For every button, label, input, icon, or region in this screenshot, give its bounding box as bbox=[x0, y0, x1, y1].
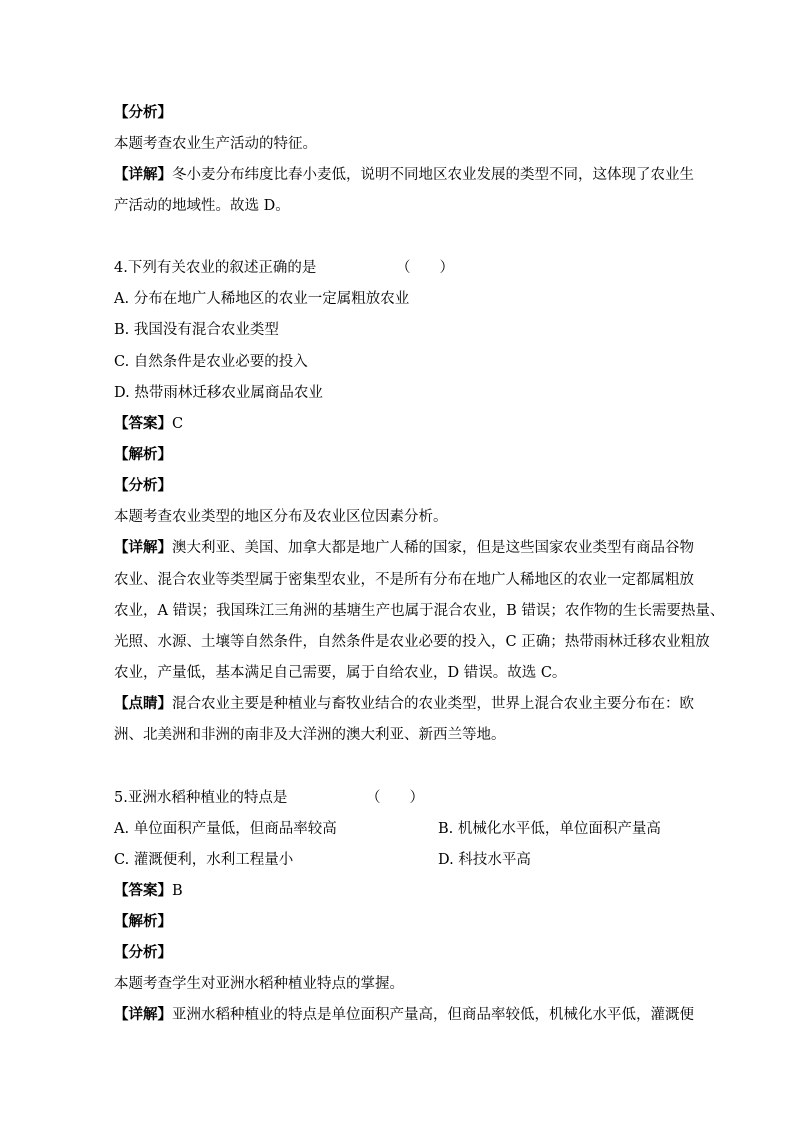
q4-xiangjie-line-3: 农业，A 错误；我国珠江三角洲的基塘生产也属于混合农业，B 错误；农作物的生长需要热量、 bbox=[114, 603, 725, 619]
q4-xiangjie-line-1: 【详解】澳大利亚、美国、加拿大都是地广人稀的国家，但是这些国家农业类型有商品谷物 bbox=[114, 539, 694, 556]
q4-xiangjie-line-2: 农业、混合农业等类型属于密集型农业，不是所有分布在地广人稀地区的农业一定都属粗放 bbox=[114, 572, 694, 588]
q5-xiangjie-label: 【详解】 bbox=[114, 1006, 172, 1023]
q4-option-a: A. 分布在地广人稀地区的农业一定属粗放农业 bbox=[114, 291, 410, 307]
q5-jiexi-heading: 【解析】 bbox=[114, 913, 172, 930]
q4-dianjing-line-1: 【点睛】混合农业主要是种植业与畜牧业结合的农业类型，世界上混合农业主要分布在：欧 bbox=[114, 695, 694, 712]
q5-option-a: A. 单位面积产量低，但商品率较高 bbox=[114, 821, 337, 837]
q4-option-d: D. 热带雨林迁移农业属商品农业 bbox=[114, 385, 323, 401]
q3-fenxi-text: 本题考查农业生产活动的特征。 bbox=[114, 136, 317, 152]
q4-option-c: C. 自然条件是农业必要的投入 bbox=[114, 354, 308, 370]
q4-answer: 【答案】C bbox=[114, 415, 184, 432]
q3-fenxi-heading: 【分析】 bbox=[114, 104, 172, 121]
q4-xiangjie-line-4: 光照、水源、土壤等自然条件，自然条件是农业必要的投入，C 正确；热带雨林迁移农业粗放 bbox=[114, 634, 710, 650]
q4-stem: 4.下列有关农业的叙述正确的是 bbox=[114, 260, 317, 276]
q4-xiangjie-label: 【详解】 bbox=[114, 539, 172, 556]
q5-answer-blank: （ ） bbox=[366, 790, 424, 806]
q5-fenxi-heading: 【分析】 bbox=[114, 944, 172, 961]
q5-xiangjie-line-1: 【详解】亚洲水稻种植业的特点是单位面积产量高，但商品率较低，机械化水平低，灌溉便 bbox=[114, 1006, 694, 1023]
q3-xiangjie-label: 【详解】 bbox=[114, 166, 172, 183]
q5-option-b: B. 机械化水平低，单位面积产量高 bbox=[438, 821, 661, 837]
q3-xiangjie-line-1: 【详解】冬小麦分布纬度比春小麦低，说明不同地区农业发展的类型不同，这体现了农业生 bbox=[114, 166, 694, 183]
q4-jiexi-heading: 【解析】 bbox=[114, 446, 172, 463]
q4-answer-blank: （ ） bbox=[396, 260, 454, 276]
q5-option-d: D. 科技水平高 bbox=[438, 852, 531, 868]
q5-stem: 5.亚洲水稻种植业的特点是 bbox=[114, 790, 288, 806]
q4-fenxi-heading: 【分析】 bbox=[114, 477, 172, 494]
q3-xiangjie-line-2: 产活动的地域性。故选 D。 bbox=[114, 198, 290, 214]
q5-answer: 【答案】B bbox=[114, 882, 183, 899]
q5-fenxi-text: 本题考查学生对亚洲水稻种植业特点的掌握。 bbox=[114, 976, 404, 992]
q4-dianjing-line-2: 洲、北美洲和非洲的南非及大洋洲的澳大利亚、新西兰等地。 bbox=[114, 727, 506, 743]
q4-dianjing-label: 【点睛】 bbox=[114, 695, 172, 712]
q4-option-b: B. 我国没有混合农业类型 bbox=[114, 322, 279, 338]
q4-fenxi-text: 本题考查农业类型的地区分布及农业区位因素分析。 bbox=[114, 509, 448, 525]
q5-option-c: C. 灌溉便利，水利工程量小 bbox=[114, 852, 294, 868]
q4-xiangjie-line-5: 农业，产量低，基本满足自己需要，属于自给农业，D 错误。故选 C。 bbox=[114, 665, 567, 681]
